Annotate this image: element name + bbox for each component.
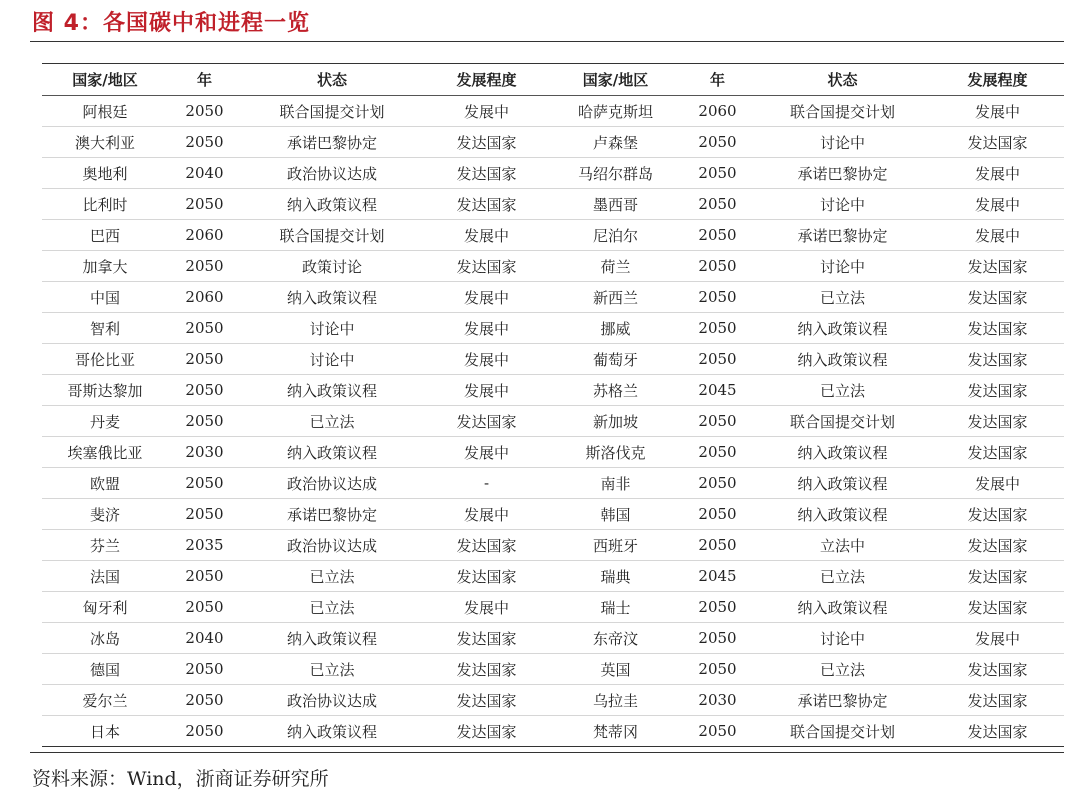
table-cell: 发展中	[423, 344, 550, 375]
table-cell: 纳入政策议程	[754, 313, 931, 344]
table-cell: 讨论中	[241, 313, 423, 344]
column-header: 状态	[754, 64, 931, 96]
table-cell: 马绍尔群岛	[550, 158, 681, 189]
table-cell: 2040	[168, 623, 241, 654]
table-row	[42, 499, 1064, 530]
table-cell: 卢森堡	[550, 127, 681, 158]
table-cell: 挪威	[550, 313, 681, 344]
table-cell: 2050	[168, 251, 241, 282]
table-cell: 发展中	[423, 282, 550, 313]
table-row	[42, 158, 1064, 189]
table-cell: 发达国家	[931, 344, 1064, 375]
source-rule	[30, 752, 1064, 753]
table-cell: 2050	[681, 623, 754, 654]
table-body	[42, 96, 1064, 747]
table-cell: 纳入政策议程	[754, 344, 931, 375]
carbon-neutrality-table	[42, 63, 1064, 747]
table-cell: 2050	[681, 468, 754, 499]
table-row	[42, 220, 1064, 251]
table-cell: 承诺巴黎协定	[754, 220, 931, 251]
table-cell: 2050	[681, 499, 754, 530]
column-header: 发展程度	[423, 64, 550, 96]
table-cell: 发达国家	[931, 406, 1064, 437]
table-cell: 2050	[168, 406, 241, 437]
table-cell: 讨论中	[754, 251, 931, 282]
table-cell: 匈牙利	[42, 592, 168, 623]
table-cell: 已立法	[754, 654, 931, 685]
table-cell: 发达国家	[931, 375, 1064, 406]
table-cell: 发达国家	[423, 685, 550, 716]
table-cell: 2050	[168, 468, 241, 499]
table-cell: 发达国家	[931, 499, 1064, 530]
table-cell: 发展中	[931, 189, 1064, 220]
table-row	[42, 468, 1064, 499]
table-cell: 纳入政策议程	[241, 375, 423, 406]
table-cell: 2050	[681, 592, 754, 623]
table-cell: 发达国家	[931, 282, 1064, 313]
table-cell: 发达国家	[931, 251, 1064, 282]
table-cell: 欧盟	[42, 468, 168, 499]
table-cell: 2050	[681, 127, 754, 158]
table-cell: 发展中	[423, 592, 550, 623]
table-cell: 已立法	[754, 375, 931, 406]
table-cell: 2030	[681, 685, 754, 716]
table-row	[42, 344, 1064, 375]
table-cell: 瑞士	[550, 592, 681, 623]
table-cell: 纳入政策议程	[241, 282, 423, 313]
table-cell: 发达国家	[423, 716, 550, 747]
table-cell: 发达国家	[423, 530, 550, 561]
table-cell: 已立法	[754, 282, 931, 313]
table-cell: 巴西	[42, 220, 168, 251]
table-cell: 政治协议达成	[241, 530, 423, 561]
table-cell: 政治协议达成	[241, 468, 423, 499]
table-cell: 讨论中	[754, 623, 931, 654]
table-cell: 发展中	[423, 313, 550, 344]
table-cell: 2050	[681, 654, 754, 685]
table-cell: 2060	[681, 96, 754, 127]
table-cell: 哈萨克斯坦	[550, 96, 681, 127]
table-cell: 发展中	[423, 437, 550, 468]
table-cell: 2050	[168, 499, 241, 530]
table-cell: 发展中	[931, 468, 1064, 499]
table-cell: 已立法	[241, 561, 423, 592]
table-header-row	[42, 64, 1064, 96]
table-cell: 2050	[681, 716, 754, 747]
table-cell: 发展中	[931, 220, 1064, 251]
table-cell: 2040	[168, 158, 241, 189]
table-cell: 已立法	[241, 406, 423, 437]
table-cell: 纳入政策议程	[754, 499, 931, 530]
table-row	[42, 592, 1064, 623]
table-cell: 法国	[42, 561, 168, 592]
table-cell: 2050	[681, 282, 754, 313]
table-cell: 哥伦比亚	[42, 344, 168, 375]
column-header: 国家/地区	[550, 64, 681, 96]
table-cell: 2050	[168, 127, 241, 158]
table-cell: 已立法	[241, 654, 423, 685]
table-cell: 发展中	[423, 499, 550, 530]
table-cell: 新加坡	[550, 406, 681, 437]
table-cell: 发展中	[931, 623, 1064, 654]
table-cell: 斐济	[42, 499, 168, 530]
figure-title: 图 4：各国碳中和进程一览	[32, 11, 310, 36]
table-cell: 哥斯达黎加	[42, 375, 168, 406]
table-cell: 2045	[681, 561, 754, 592]
column-header: 国家/地区	[42, 64, 168, 96]
table-cell: 发达国家	[931, 561, 1064, 592]
table-cell: 芬兰	[42, 530, 168, 561]
table-cell: 联合国提交计划	[754, 406, 931, 437]
table-cell: 梵蒂冈	[550, 716, 681, 747]
table-cell: 2050	[168, 716, 241, 747]
table-cell: 2030	[168, 437, 241, 468]
table-row	[42, 685, 1064, 716]
table-cell: 韩国	[550, 499, 681, 530]
table-cell: 发展中	[423, 96, 550, 127]
table-cell: 纳入政策议程	[241, 623, 423, 654]
table-cell: 发达国家	[423, 406, 550, 437]
column-header: 年	[681, 64, 754, 96]
table-cell: 中国	[42, 282, 168, 313]
table-cell: 纳入政策议程	[754, 437, 931, 468]
table-row	[42, 251, 1064, 282]
table-cell: 2060	[168, 282, 241, 313]
table-cell: 2035	[168, 530, 241, 561]
table-cell: 发达国家	[931, 685, 1064, 716]
table-cell: 联合国提交计划	[754, 96, 931, 127]
table-cell: 联合国提交计划	[241, 220, 423, 251]
table-cell: 2050	[168, 189, 241, 220]
table-cell: 2050	[681, 158, 754, 189]
table-cell: 承诺巴黎协定	[241, 127, 423, 158]
column-header: 年	[168, 64, 241, 96]
table-row	[42, 530, 1064, 561]
table-cell: 2050	[681, 437, 754, 468]
table-row	[42, 313, 1064, 344]
table-cell: 2050	[681, 530, 754, 561]
table-cell: 2050	[168, 96, 241, 127]
table-cell: 承诺巴黎协定	[754, 158, 931, 189]
table-cell: 东帝汶	[550, 623, 681, 654]
table-cell: 已立法	[754, 561, 931, 592]
table-cell: 英国	[550, 654, 681, 685]
title-rule	[30, 41, 1064, 42]
table-cell: 发达国家	[423, 127, 550, 158]
table-cell: 冰岛	[42, 623, 168, 654]
table-cell: 发达国家	[423, 623, 550, 654]
table-cell: 2050	[681, 406, 754, 437]
table-cell: 纳入政策议程	[241, 189, 423, 220]
table-cell: 发达国家	[423, 561, 550, 592]
table-cell: 联合国提交计划	[754, 716, 931, 747]
table-cell: 尼泊尔	[550, 220, 681, 251]
table-cell: 发达国家	[931, 313, 1064, 344]
column-header: 状态	[241, 64, 423, 96]
table-cell: 政策讨论	[241, 251, 423, 282]
table-cell: 奥地利	[42, 158, 168, 189]
source-note: 资料来源：Wind，浙商证券研究所	[32, 768, 329, 790]
table-cell: 澳大利亚	[42, 127, 168, 158]
table-cell: 承诺巴黎协定	[754, 685, 931, 716]
table-cell: 阿根廷	[42, 96, 168, 127]
table-cell: 2050	[168, 313, 241, 344]
table-cell: 2050	[168, 344, 241, 375]
table-row	[42, 189, 1064, 220]
table-cell: 葡萄牙	[550, 344, 681, 375]
table-cell: 发达国家	[423, 189, 550, 220]
table-row	[42, 623, 1064, 654]
table-cell: 西班牙	[550, 530, 681, 561]
table-row	[42, 406, 1064, 437]
table-cell: 苏格兰	[550, 375, 681, 406]
table-cell: 讨论中	[754, 127, 931, 158]
table-cell: 2050	[681, 220, 754, 251]
column-header: 发展程度	[931, 64, 1064, 96]
table-cell: 发展中	[931, 158, 1064, 189]
table-cell: 瑞典	[550, 561, 681, 592]
table-cell: 2050	[168, 654, 241, 685]
table-cell: 2050	[681, 189, 754, 220]
table-cell: 日本	[42, 716, 168, 747]
table-cell: 2050	[681, 313, 754, 344]
table-cell: 发达国家	[423, 158, 550, 189]
table-cell: 发展中	[423, 220, 550, 251]
table-cell: 乌拉圭	[550, 685, 681, 716]
table-cell: 发展中	[423, 375, 550, 406]
table-cell: 2050	[168, 592, 241, 623]
table-cell: 发达国家	[931, 127, 1064, 158]
table-row	[42, 561, 1064, 592]
table-cell: 发达国家	[931, 716, 1064, 747]
table-cell: 墨西哥	[550, 189, 681, 220]
table-cell: 政治协议达成	[241, 158, 423, 189]
table-cell: 德国	[42, 654, 168, 685]
table-cell: 已立法	[241, 592, 423, 623]
table-cell: 纳入政策议程	[241, 716, 423, 747]
table-row	[42, 716, 1064, 747]
table-row	[42, 282, 1064, 313]
table-cell: -	[423, 468, 550, 499]
table-cell: 2050	[681, 251, 754, 282]
table-cell: 立法中	[754, 530, 931, 561]
table-row	[42, 127, 1064, 158]
table-cell: 联合国提交计划	[241, 96, 423, 127]
table-cell: 发达国家	[931, 530, 1064, 561]
table-cell: 纳入政策议程	[754, 592, 931, 623]
table-cell: 智利	[42, 313, 168, 344]
table-cell: 2060	[168, 220, 241, 251]
table-cell: 新西兰	[550, 282, 681, 313]
table-cell: 2050	[168, 685, 241, 716]
table-cell: 2050	[168, 375, 241, 406]
table-cell: 比利时	[42, 189, 168, 220]
table-cell: 2050	[681, 344, 754, 375]
table-cell: 发达国家	[931, 437, 1064, 468]
table-cell: 爱尔兰	[42, 685, 168, 716]
table-cell: 发达国家	[423, 251, 550, 282]
table-cell: 2050	[168, 561, 241, 592]
table-cell: 丹麦	[42, 406, 168, 437]
table-cell: 政治协议达成	[241, 685, 423, 716]
table-cell: 2045	[681, 375, 754, 406]
table-row	[42, 654, 1064, 685]
table-row	[42, 375, 1064, 406]
table-cell: 斯洛伐克	[550, 437, 681, 468]
table-cell: 发达国家	[931, 592, 1064, 623]
table-cell: 南非	[550, 468, 681, 499]
table-cell: 荷兰	[550, 251, 681, 282]
table-cell: 承诺巴黎协定	[241, 499, 423, 530]
table-cell: 发达国家	[931, 654, 1064, 685]
table-cell: 纳入政策议程	[241, 437, 423, 468]
table-cell: 讨论中	[754, 189, 931, 220]
table-cell: 发达国家	[423, 654, 550, 685]
table-cell: 讨论中	[241, 344, 423, 375]
table-row	[42, 96, 1064, 127]
table-cell: 纳入政策议程	[754, 468, 931, 499]
table-row	[42, 437, 1064, 468]
table-cell: 埃塞俄比亚	[42, 437, 168, 468]
table-cell: 发展中	[931, 96, 1064, 127]
table-cell: 加拿大	[42, 251, 168, 282]
